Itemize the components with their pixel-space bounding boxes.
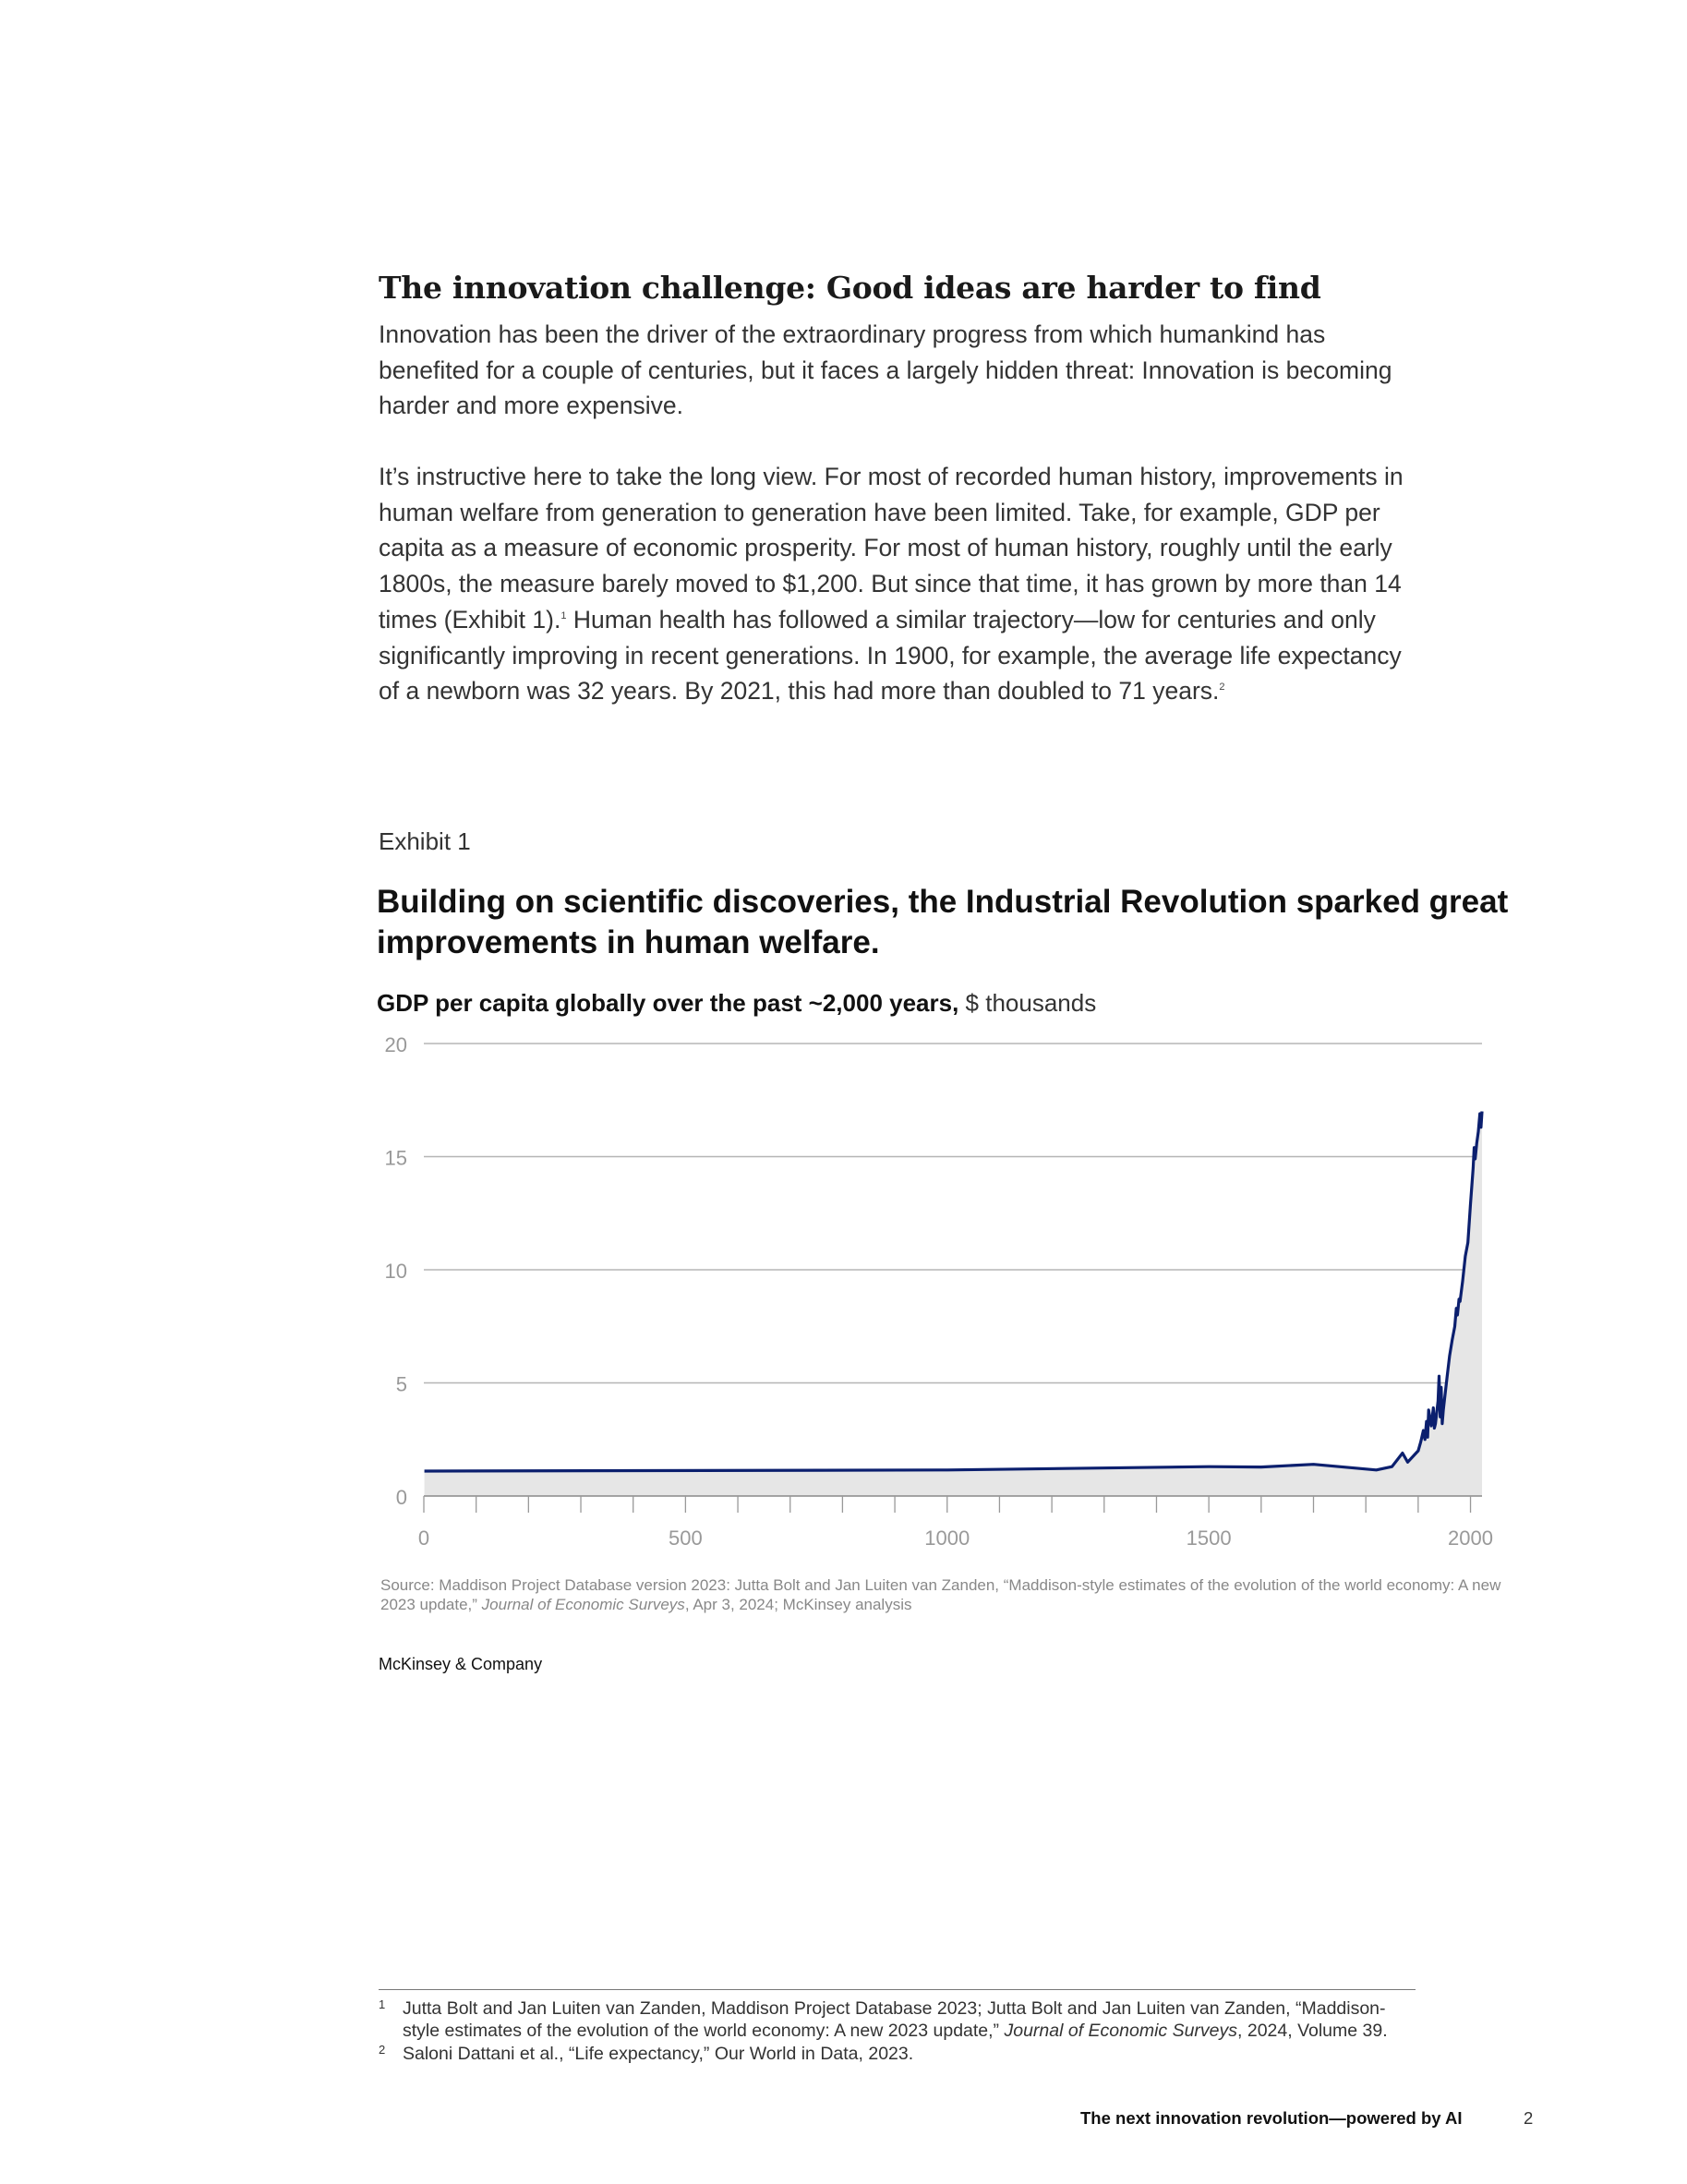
chart-subtitle-main: GDP per capita globally over the past ~2,000 years, (377, 989, 959, 1017)
x-tick-label: 1000 (924, 1526, 970, 1550)
page-number: 2 (1524, 2108, 1534, 2128)
y-tick-label: 10 (384, 1260, 407, 1283)
footnote-1-text: Jutta Bolt and Jan Luiten van Zanden, Maddison Project Database 2023; Jutta Bolt and Jan Luiten van Zanden, “Maddison-style estimates of the evolution of the world economy: A new 2023 update,” Journal of Economic Surveys, 2024, Volume 39. (403, 1998, 1388, 2041)
footnote-2-number: 2 (379, 2043, 386, 2057)
gdp-area-fill (425, 1112, 1482, 1497)
gdp-series-line (425, 1112, 1482, 1472)
y-tick-label: 15 (384, 1146, 407, 1170)
chart-x-tick-labels (418, 1526, 1493, 1550)
footnote-2-text: Saloni Dattani et al., “Life expectancy,” Our World in Data, 2023. (403, 2044, 914, 2064)
exhibit-label: Exhibit 1 (379, 827, 471, 855)
source-journal: Journal of Economic Surveys (481, 1596, 685, 1613)
brand-mckinsey: McKinsey & Company (379, 1655, 543, 1673)
x-tick-label: 2000 (1448, 1526, 1494, 1550)
footnote-divider (379, 1989, 1416, 1990)
chart-y-tick-labels (385, 1033, 407, 1509)
chart-x-axis (424, 1496, 1482, 1513)
footnote-2 (379, 2043, 1422, 2065)
footnote-ref-2[interactable]: 2 (1219, 682, 1225, 694)
source-text-b: , Apr 3, 2024; McKinsey analysis (684, 1596, 912, 1613)
y-tick-label: 0 (395, 1486, 407, 1509)
footnote-1 (379, 1997, 1422, 2042)
footer-title: The next innovation revolution—powered by AI (1080, 2108, 1463, 2128)
source-note (380, 1575, 1502, 1614)
source-text-a: Source: Maddison Project Database version 2023: Jutta Bolt and Jan Luiten van Zanden, “Maddison-style estimates of the evolution of the world economy: A new 2023 update,” (380, 1576, 1501, 1613)
y-tick-label: 5 (395, 1372, 407, 1396)
paragraph-2-text-a: It’s instructive here to take the long view. For most of recorded human history, improvements in human welfare from generation to generation have been limited. Take, for example, GDP per capita as a measure of economic prosperity. For most of human history, roughly until the early 1800s, the measure barely moved to $1,200. But since that time, it has grown by more than 14 times (Exhibit 1). (379, 463, 1404, 633)
footnote-1-number: 1 (379, 1997, 386, 2011)
exhibit-title: Building on scientific discoveries, the Industrial Revolution sparked great improvements in human welfare. (377, 884, 1509, 960)
footnote-ref-1[interactable]: 1 (560, 609, 567, 621)
body-paragraph-1: Innovation has been the driver of the extraordinary progress from which humankind has benefited for a couple of centuries, but it faces a largely hidden threat: Innovation is becoming harder and more expensive. (379, 320, 1392, 420)
section-heading: The innovation challenge: Good ideas are harder to find (379, 270, 1321, 306)
page-footer (1080, 2108, 1534, 2129)
paragraph-2-text-b: Human health has followed a similar trajectory—low for centuries and only significantly improving in recent generations. In 1900, for example, the average life expectancy of a newborn was 32 years. By 2021, this had more than doubled to 71 years. (379, 605, 1402, 706)
x-tick-label: 1500 (1186, 1526, 1232, 1550)
x-tick-label: 0 (417, 1526, 430, 1550)
y-tick-label: 20 (384, 1033, 407, 1056)
x-tick-label: 500 (669, 1526, 703, 1550)
chart-subtitle-unit: $ thousands (958, 989, 1097, 1017)
footnote-1-journal: Journal of Economic Surveys (1004, 2021, 1238, 2041)
chart-grid (424, 1044, 1482, 1383)
